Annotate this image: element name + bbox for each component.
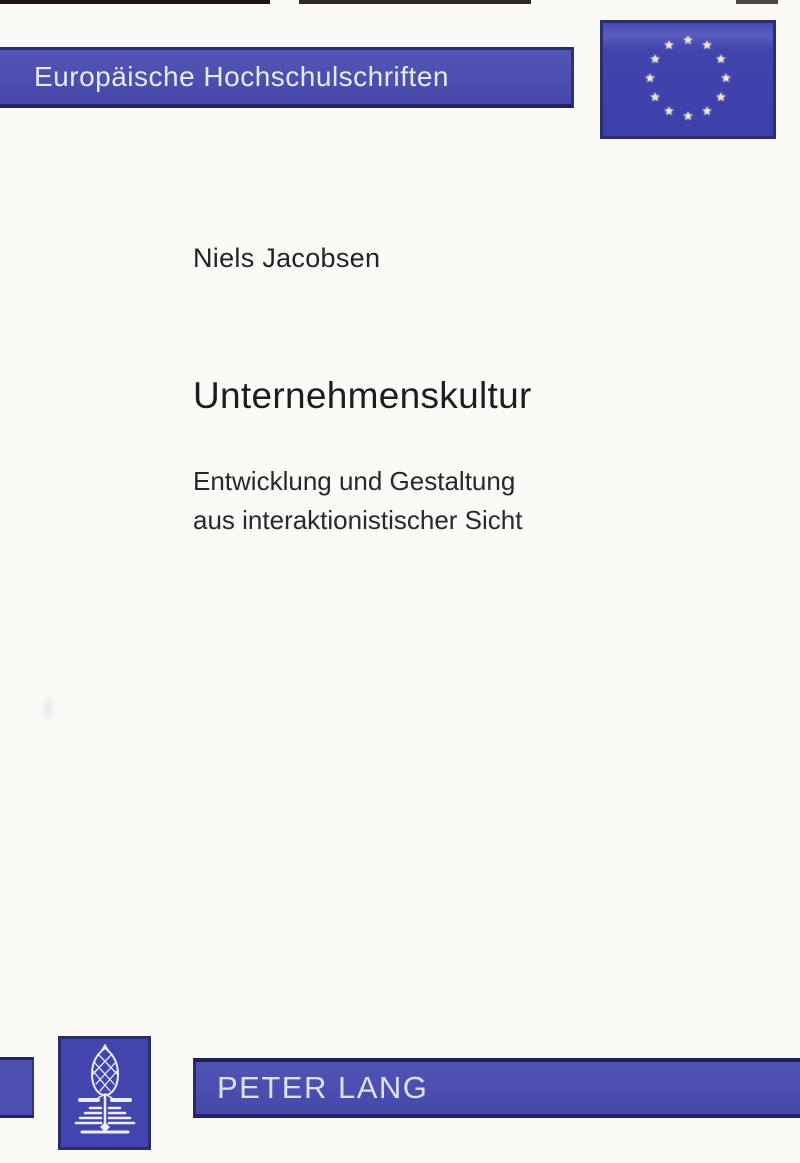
eu-flag-icon bbox=[600, 20, 776, 139]
publisher-banner bbox=[193, 1058, 800, 1118]
eu-star-icon: ★ bbox=[715, 90, 727, 104]
book-title: Unternehmenskultur bbox=[193, 375, 532, 416]
spine-strip bbox=[0, 1057, 34, 1118]
eu-star-icon: ★ bbox=[663, 38, 675, 53]
eu-star-icon: ★ bbox=[682, 109, 694, 123]
eu-star-icon: ★ bbox=[701, 103, 713, 118]
eu-star-icon: ★ bbox=[649, 90, 661, 104]
publisher-logo bbox=[58, 1036, 151, 1150]
scan-smudge bbox=[40, 693, 56, 723]
publisher-name: PETER LANG bbox=[217, 1070, 429, 1105]
series-title: Europäische Hochschulschriften bbox=[34, 61, 449, 92]
author-name: Niels Jacobsen bbox=[193, 243, 381, 273]
series-banner bbox=[0, 47, 574, 108]
eu-star-icon: ★ bbox=[644, 71, 656, 85]
eu-star-icon: ★ bbox=[701, 38, 713, 53]
subtitle-line-1: Entwicklung und Gestaltung bbox=[193, 466, 516, 496]
eu-star-icon: ★ bbox=[715, 52, 727, 66]
scan-artifact bbox=[736, 0, 778, 4]
peter-lang-emblem-icon bbox=[70, 1044, 140, 1142]
eu-star-icon: ★ bbox=[649, 52, 661, 66]
eu-star-icon: ★ bbox=[720, 71, 732, 85]
scan-artifact bbox=[0, 0, 270, 4]
eu-star-icon: ★ bbox=[682, 33, 694, 47]
subtitle-line-2: aus interaktionistischer Sicht bbox=[193, 505, 523, 535]
book-subtitle bbox=[193, 462, 522, 540]
scan-artifact bbox=[299, 0, 531, 4]
eu-star-icon: ★ bbox=[663, 103, 675, 118]
